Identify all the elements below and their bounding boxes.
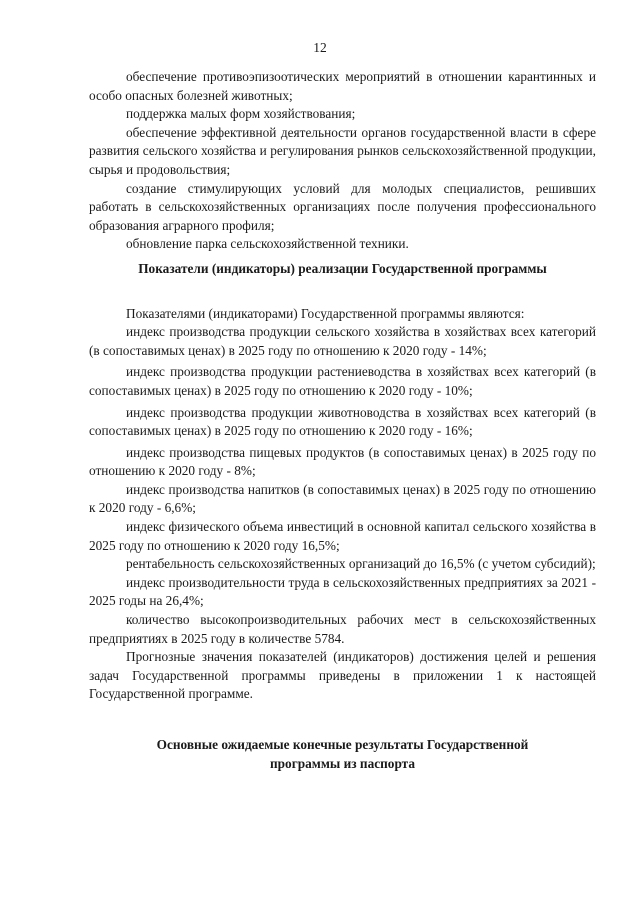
indicator-item: рентабельность сельскохозяйственных организаций до 16,5% (с учетом субсидий); (126, 556, 596, 572)
section-heading-results-line1: Основные ожидаемые конечные результаты Государственной (156, 737, 529, 752)
section-heading-results-line2: программы из паспорта (269, 755, 416, 771)
page-number: 12 (313, 40, 327, 55)
indicator-item: индекс производства напитков (в сопоставимых ценах) в 2025 году по отношению к 2020 году - 6,6%; (89, 481, 596, 516)
section-heading-results (89, 736, 596, 773)
indicator-item: индекс производства пищевых продуктов (в сопоставимых ценах) в 2025 году по отношению к 2020 году - 8%; (89, 444, 596, 479)
list-item: обеспечение эффективной деятельности органов государственной власти в сфере развития сельского хозяйства и регулирования рынков сельскохозяйственной продукции, сырья и продовольствия; (89, 124, 596, 177)
indicator-item: индекс производства продукции растениеводства в хозяйствах всех категорий (в сопоставимых ценах) в 2025 году по отношению к 2020 году - 10%; (89, 364, 596, 398)
indicator-item: индекс производства продукции сельского хозяйства в хозяйствах всех категорий (в сопоставимых ценах) в 2025 году по отношению к 2020 году - 14%; (89, 324, 596, 358)
list-item: создание стимулирующих условий для молодых специалистов, решивших работать в сельскохозяйственных организациях после получения профессионального образования аграрного профиля; (89, 180, 596, 233)
document-body (89, 68, 596, 773)
list-item: обеспечение противоэпизоотических мероприятий в отношении карантинных и особо опасных болезней животных; (89, 69, 596, 103)
indicator-item: индекс физического объема инвестиций в основной капитал сельского хозяйства в 2025 году по отношению к 2020 году 16,5%; (89, 519, 596, 553)
list-item: обновление парка сельскохозяйственной техники. (126, 236, 409, 252)
indicator-item: индекс производительности труда в сельскохозяйственных предприятиях за 2021 - 2025 годы на 26,4%; (89, 574, 596, 609)
forecast-paragraph: Прогнозные значения показателей (индикаторов) достижения целей и решения задач Государственной программы приведены в приложении 1 к настоящей Государственной программе. (89, 649, 596, 702)
section-heading-indicators: Показатели (индикаторы) реализации Государственной программы (138, 260, 547, 276)
indicator-item: индекс производства продукции животноводства в хозяйствах всех категорий (в сопоставимых ценах) в 2025 году по отношению к 2020 году - 16%; (89, 404, 596, 439)
list-item: поддержка малых форм хозяйствования; (126, 106, 356, 122)
indicators-intro: Показателями (индикаторами) Государственной программы являются: (126, 305, 525, 321)
indicator-item: количество высокопроизводительных рабочих мест в сельскохозяйственных предприятиях в 2025 году в количестве 5784. (89, 612, 596, 646)
